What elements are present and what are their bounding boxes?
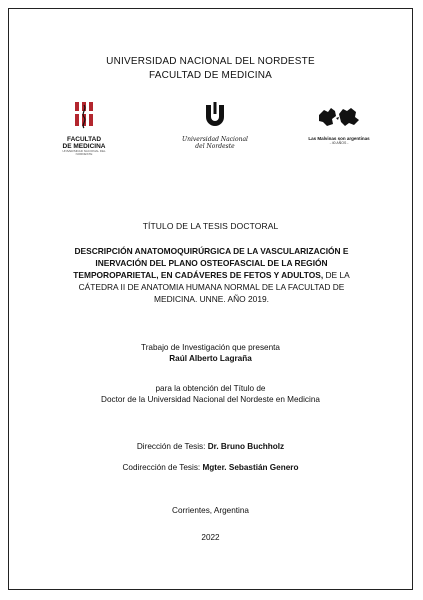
- director-label: Dirección de Tesis:: [136, 442, 208, 451]
- codirector-label: Codirección de Tesis:: [122, 463, 203, 472]
- university-name: UNIVERSIDAD NACIONAL DEL NORDESTE: [106, 56, 315, 67]
- director-name: Dr. Bruno Buchholz: [207, 442, 285, 451]
- degree-text: Doctor de la Universidad Nacional del Nordeste en Medicina: [101, 395, 320, 404]
- author-name: Raúl Alberto Lagraña: [169, 354, 252, 363]
- university-logo-text: Universidad Nacional del Nordeste: [182, 136, 248, 150]
- faculty-logo-subtitle: UNIVERSIDAD NACIONAL DEL NORDESTE: [62, 149, 106, 156]
- obtention-text: para la obtención del Título de: [155, 384, 266, 393]
- thesis-title: [59, 245, 364, 305]
- malvinas-islands-icon: [316, 101, 362, 131]
- faculty-emblem-icon: [73, 101, 95, 129]
- thesis-title-bold: DESCRIPCIÓN ANATOMOQUIRÚRGICA DE LA VASCULARIZACIÓN E INERVACIÓN DEL PLANO OSTEOFASCIAL DE LA REGIÓN TEMPOROPARIETAL, EN CADÁVERES DE FETOS Y ADULTOS,: [73, 246, 349, 280]
- malvinas-logo: [299, 101, 379, 145]
- faculty-logo-text: FACULTAD DE MEDICINA: [62, 136, 106, 150]
- faculty-of-medicine-logo: [57, 101, 111, 156]
- codirector-name: Mgter. Sebastián Genero: [202, 463, 299, 472]
- thesis-director: [9, 441, 412, 452]
- year: 2022: [201, 533, 220, 542]
- document-page: [8, 8, 413, 590]
- thesis-title-rest: DE LA CÁTEDRA II DE ANATOMIA HUMANA NORMAL DE LA FACULTAD DE MEDICINA. UNNE. AÑO 2019.: [78, 270, 350, 304]
- presentation-intro: Trabajo de Investigación que presenta: [141, 343, 280, 352]
- thesis-label: TÍTULO DE LA TESIS DOCTORAL: [142, 221, 279, 231]
- malvinas-logo-years: - 40 AÑOS -: [329, 141, 349, 145]
- institution-header: [9, 55, 412, 83]
- malvinas-logo-text: Las Malvinas son argentinas: [308, 136, 370, 141]
- university-logo: [174, 101, 256, 150]
- logo-row: [9, 101, 412, 163]
- university-emblem-icon: [202, 101, 228, 129]
- thesis-codirector: [9, 462, 412, 473]
- city: Corrientes, Argentina: [172, 506, 249, 515]
- faculty-name: FACULTAD DE MEDICINA: [148, 70, 273, 81]
